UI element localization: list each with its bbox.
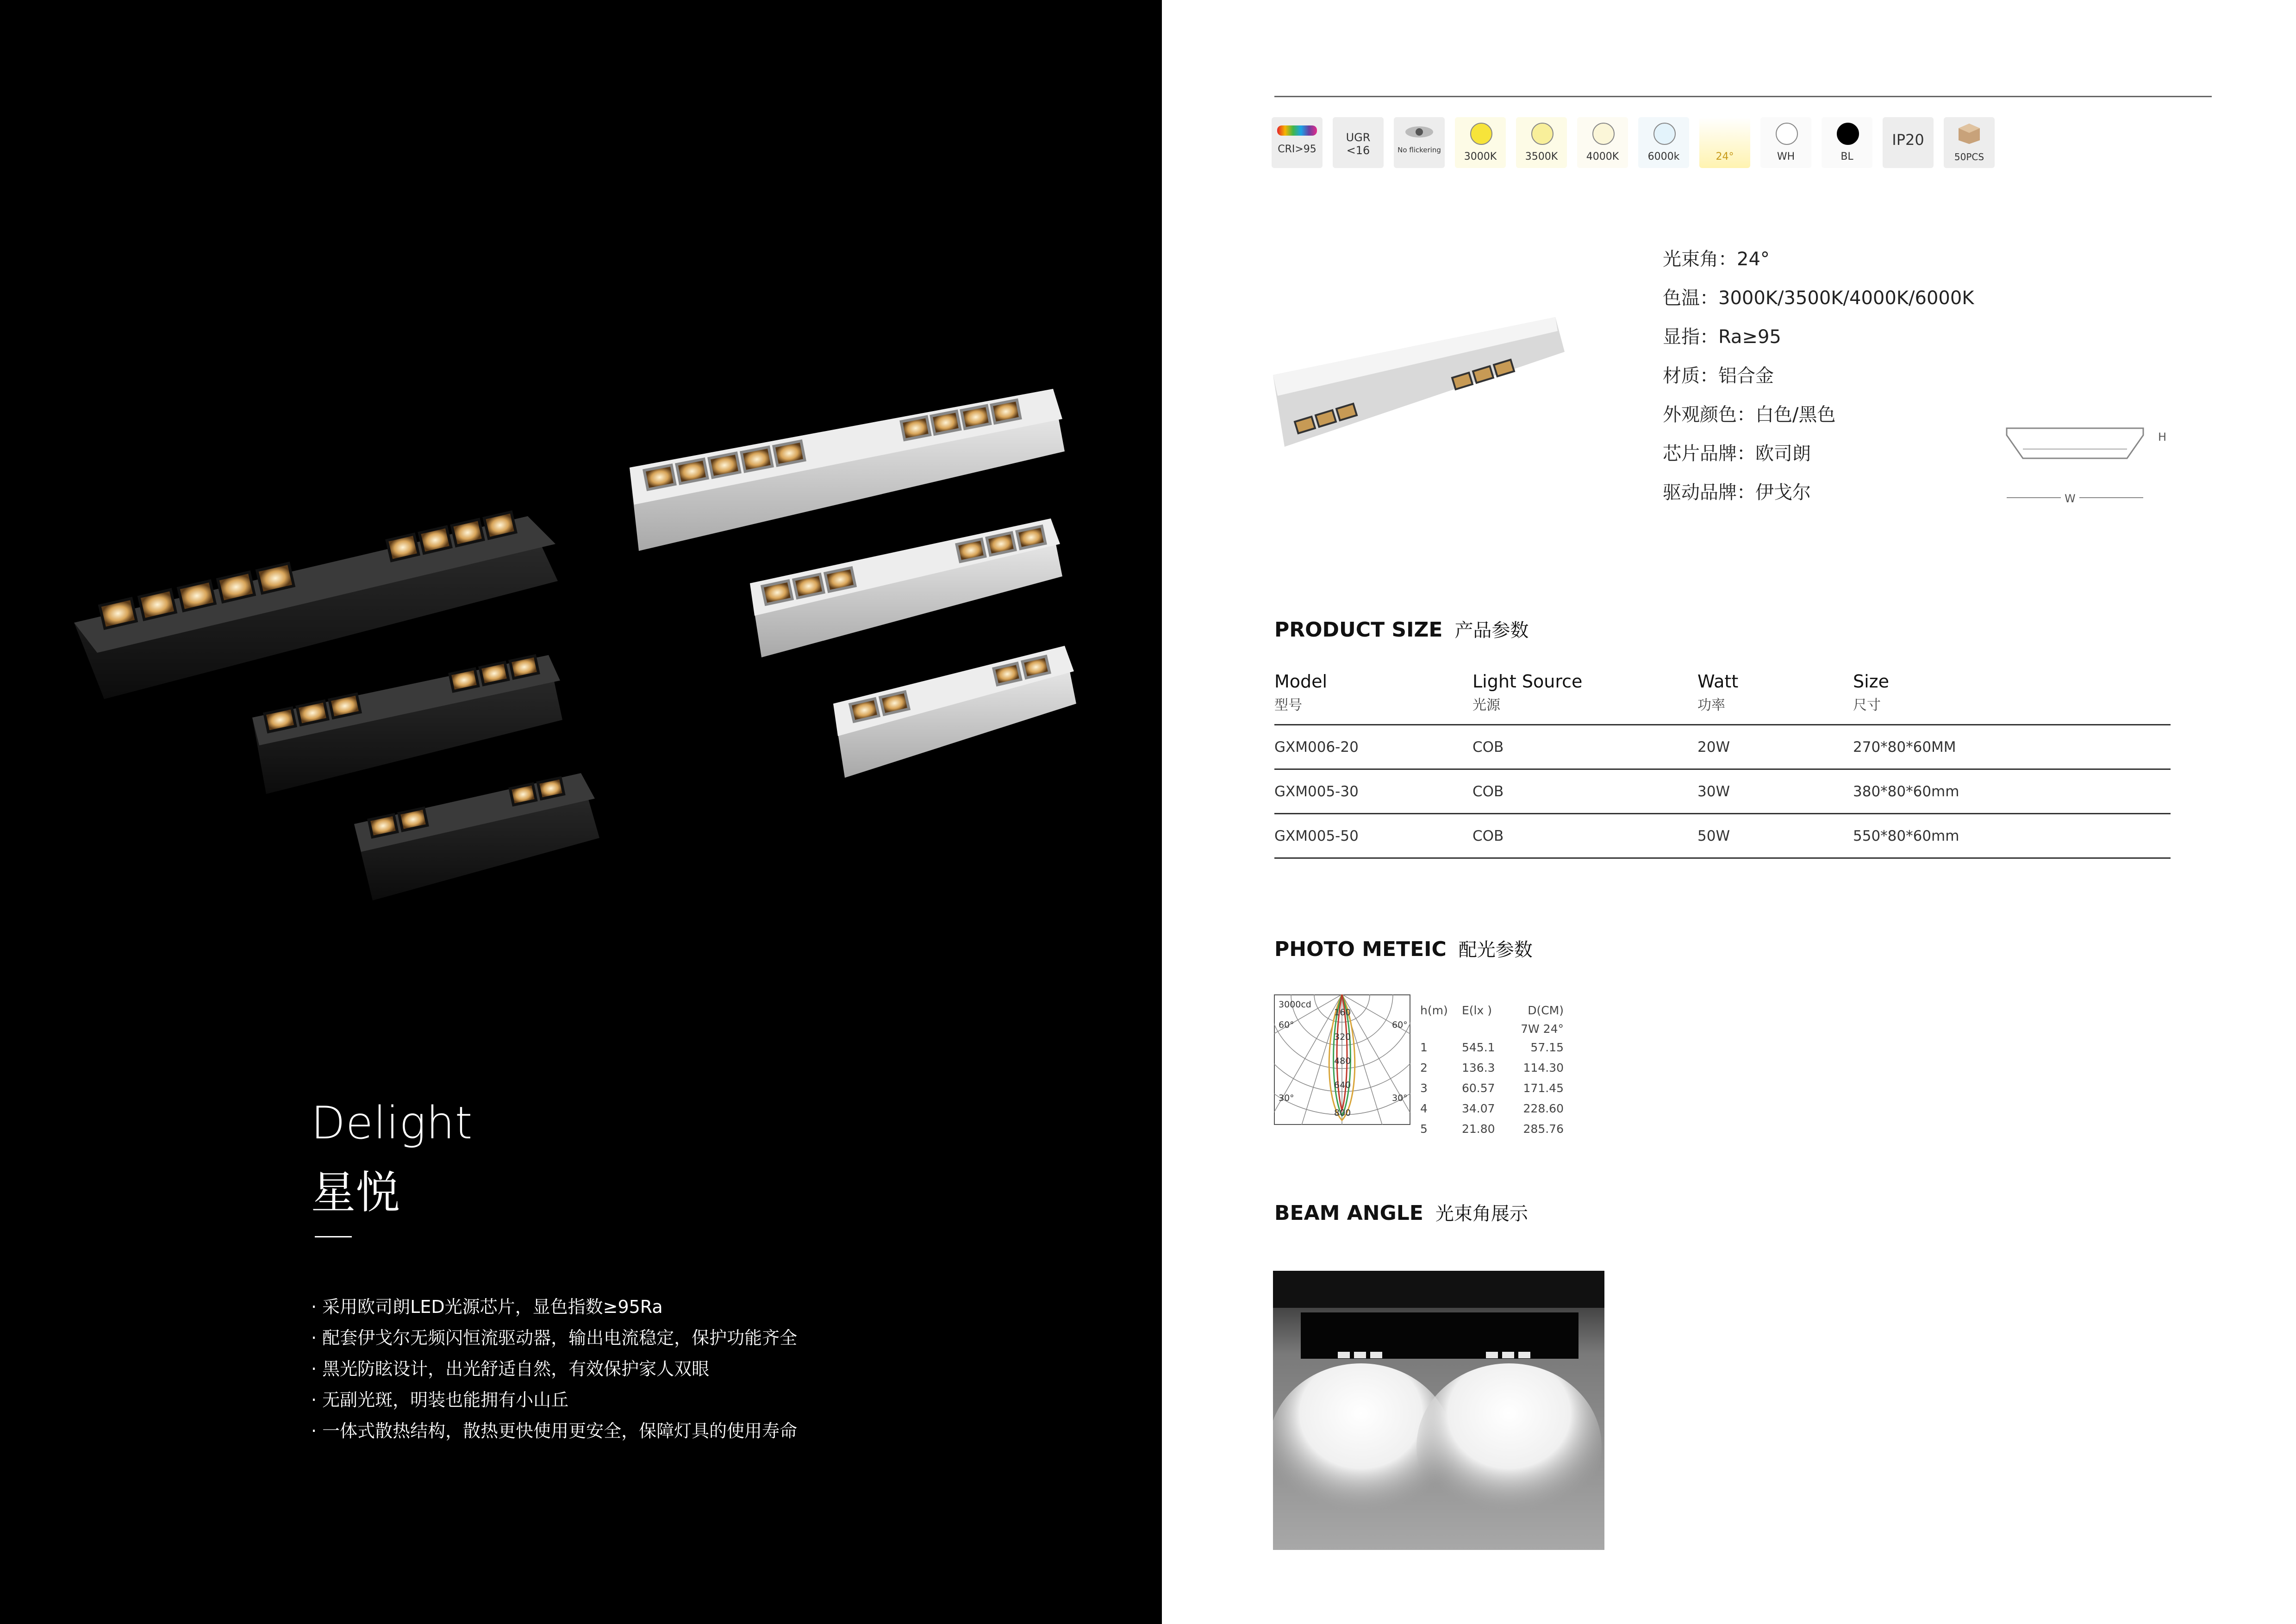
icon-label: 3000K — [1464, 151, 1497, 162]
polar-label: 30° — [1392, 1093, 1408, 1103]
table-row — [1274, 769, 2171, 814]
icon-label: 6000k — [1647, 151, 1680, 162]
beam-angle-title-zh: 光束角展示 — [1435, 1203, 1528, 1224]
photometric-subheader-row — [1420, 1020, 1564, 1037]
product-name-zh: 星悦 — [311, 1167, 400, 1218]
polar-label: 640 — [1334, 1080, 1351, 1090]
color-6000k-icon — [1638, 117, 1689, 168]
cell-watt: 50W — [1697, 814, 1853, 858]
dimension-h-label: H — [2158, 431, 2167, 443]
white-fixture-large — [630, 389, 1065, 551]
icon-label: UGR <16 — [1346, 131, 1371, 157]
white-finish-icon — [1760, 117, 1811, 168]
table-row: 3 60.57 171.45 — [1420, 1081, 1564, 1095]
cell-size: 380*80*60mm — [1853, 769, 2171, 814]
header-model: Model 型号 — [1274, 671, 1328, 713]
cell-watt: 20W — [1697, 725, 1853, 769]
spec-finish: 外观颜色：白色/黑色 — [1663, 404, 1836, 425]
header-size: Size 尺寸 — [1853, 671, 1890, 713]
photometric-header: D(CM) — [1528, 1003, 1564, 1017]
spec-driver-brand: 驱动品牌：伊戈尔 — [1663, 482, 1811, 503]
polar-label: 160 — [1334, 1007, 1351, 1018]
cell-light-source: COB — [1472, 725, 1697, 769]
polar-label: 60° — [1279, 1020, 1294, 1030]
feature-item: · 配套伊戈尔无频闪恒流驱动器，输出电流稳定，保护功能齐全 — [311, 1328, 798, 1348]
cell-light-source: COB — [1472, 814, 1697, 858]
icon-label: CRI>95 — [1278, 144, 1316, 155]
feature-list — [311, 1292, 797, 1447]
spec-chip-brand: 芯片品牌：欧司朗 — [1663, 443, 1811, 464]
feature-item: · 无副光斑，明装也能拥有小山丘 — [311, 1390, 569, 1410]
spec-list — [1663, 240, 1974, 512]
photometric-header-row — [1420, 1000, 1564, 1020]
table-row: 2 136.3 114.30 — [1420, 1061, 1564, 1074]
beam-angle-heading — [1274, 1199, 1528, 1225]
polar-label: 30° — [1279, 1093, 1294, 1103]
polar-label: 60° — [1392, 1020, 1408, 1030]
color-4000k-icon — [1577, 117, 1628, 168]
table-row — [1274, 725, 2171, 769]
feature-item: · 黑光防眩设计，出光舒适自然，有效保护家人双眼 — [311, 1359, 710, 1379]
table-row — [1274, 814, 2171, 858]
product-size-heading — [1274, 616, 1529, 642]
title-divider — [315, 1236, 352, 1237]
icon-label: 4000K — [1586, 151, 1619, 162]
box-icon — [1944, 117, 1995, 168]
eye-icon — [1394, 117, 1445, 168]
beam-angle-icon — [1699, 117, 1750, 168]
header-watt: Watt 功率 — [1697, 671, 1739, 713]
polar-label: 800 — [1334, 1108, 1351, 1118]
icon-label: No flickering — [1398, 146, 1441, 154]
table-row: 1 545.1 57.15 — [1420, 1040, 1564, 1054]
header-light-source: Light Source 光源 — [1472, 671, 1583, 713]
icon-label: IP20 — [1892, 131, 1924, 149]
photometric-header: E(lx ) — [1462, 1003, 1492, 1017]
polar-diagram — [1274, 994, 1410, 1125]
polar-label: 480 — [1334, 1056, 1351, 1066]
polar-label: 320 — [1334, 1032, 1351, 1042]
icon-label: 3500K — [1525, 151, 1558, 162]
top-rule — [1274, 96, 2212, 97]
cell-light-source: COB — [1472, 769, 1697, 814]
table-row: 5 21.80 285.76 — [1420, 1122, 1564, 1136]
color-3500k-icon — [1516, 117, 1567, 168]
cell-model: GXM006-20 — [1274, 725, 1472, 769]
product-name-en: Delight — [311, 1097, 473, 1149]
cell-watt: 30W — [1697, 769, 1853, 814]
color-3000k-icon — [1455, 117, 1506, 168]
table-row: 4 34.07 228.60 — [1420, 1101, 1564, 1115]
photometric-heading — [1274, 935, 1533, 962]
black-fixture-small — [354, 773, 599, 900]
product-size-title-zh: 产品参数 — [1454, 620, 1529, 641]
polar-label: 3000cd — [1279, 999, 1311, 1010]
table-header-row — [1274, 671, 2171, 725]
spec-material: 材质：铝合金 — [1663, 365, 1774, 387]
product-photo-group — [0, 0, 1162, 972]
photometric-title: PHOTO METEIC — [1274, 937, 1447, 961]
feature-item: · 一体式散热结构，散热更快使用更安全，保障灯具的使用寿命 — [311, 1421, 798, 1441]
spec-beam-angle: 光束角：24° — [1663, 249, 1770, 270]
photometric-subheader: 7W 24° — [1521, 1022, 1564, 1036]
spec-color-temp: 色温：3000K/3500K/4000K/6000K — [1663, 287, 1974, 309]
feature-icon-row — [1272, 117, 1995, 168]
photometric-table — [1420, 1000, 1564, 1139]
cell-size: 270*80*60MM — [1853, 725, 2171, 769]
ip20-icon — [1883, 117, 1934, 168]
product-size-table — [1274, 671, 2171, 859]
icon-label: 24° — [1716, 151, 1734, 162]
ugr-icon — [1333, 117, 1384, 168]
product-thumbnail — [1268, 315, 1569, 449]
photometric-header: h(m) — [1420, 1003, 1448, 1017]
dimension-w-label: W — [2061, 492, 2079, 505]
product-size-title: PRODUCT SIZE — [1274, 618, 1443, 642]
beam-angle-photo — [1273, 1271, 1604, 1550]
black-finish-icon — [1822, 117, 1872, 168]
dimension-drawing — [2004, 375, 2152, 509]
feature-item: · 采用欧司朗LED光源芯片，显色指数≥95Ra — [311, 1297, 663, 1317]
beam-angle-title: BEAM ANGLE — [1274, 1201, 1423, 1225]
black-fixture-medium — [252, 655, 562, 794]
spec-cri: 显指：Ra≥95 — [1663, 326, 1781, 348]
icon-label: 50PCS — [1954, 151, 1984, 162]
cell-model: GXM005-30 — [1274, 769, 1472, 814]
icon-label: WH — [1777, 151, 1795, 162]
cell-model: GXM005-50 — [1274, 814, 1472, 858]
icon-label: BL — [1841, 151, 1853, 162]
cri-icon — [1272, 117, 1323, 168]
white-fixture-small — [833, 646, 1076, 778]
white-fixture-medium — [750, 518, 1062, 657]
cell-size: 550*80*60mm — [1853, 814, 2171, 858]
photometric-title-zh: 配光参数 — [1458, 939, 1533, 961]
